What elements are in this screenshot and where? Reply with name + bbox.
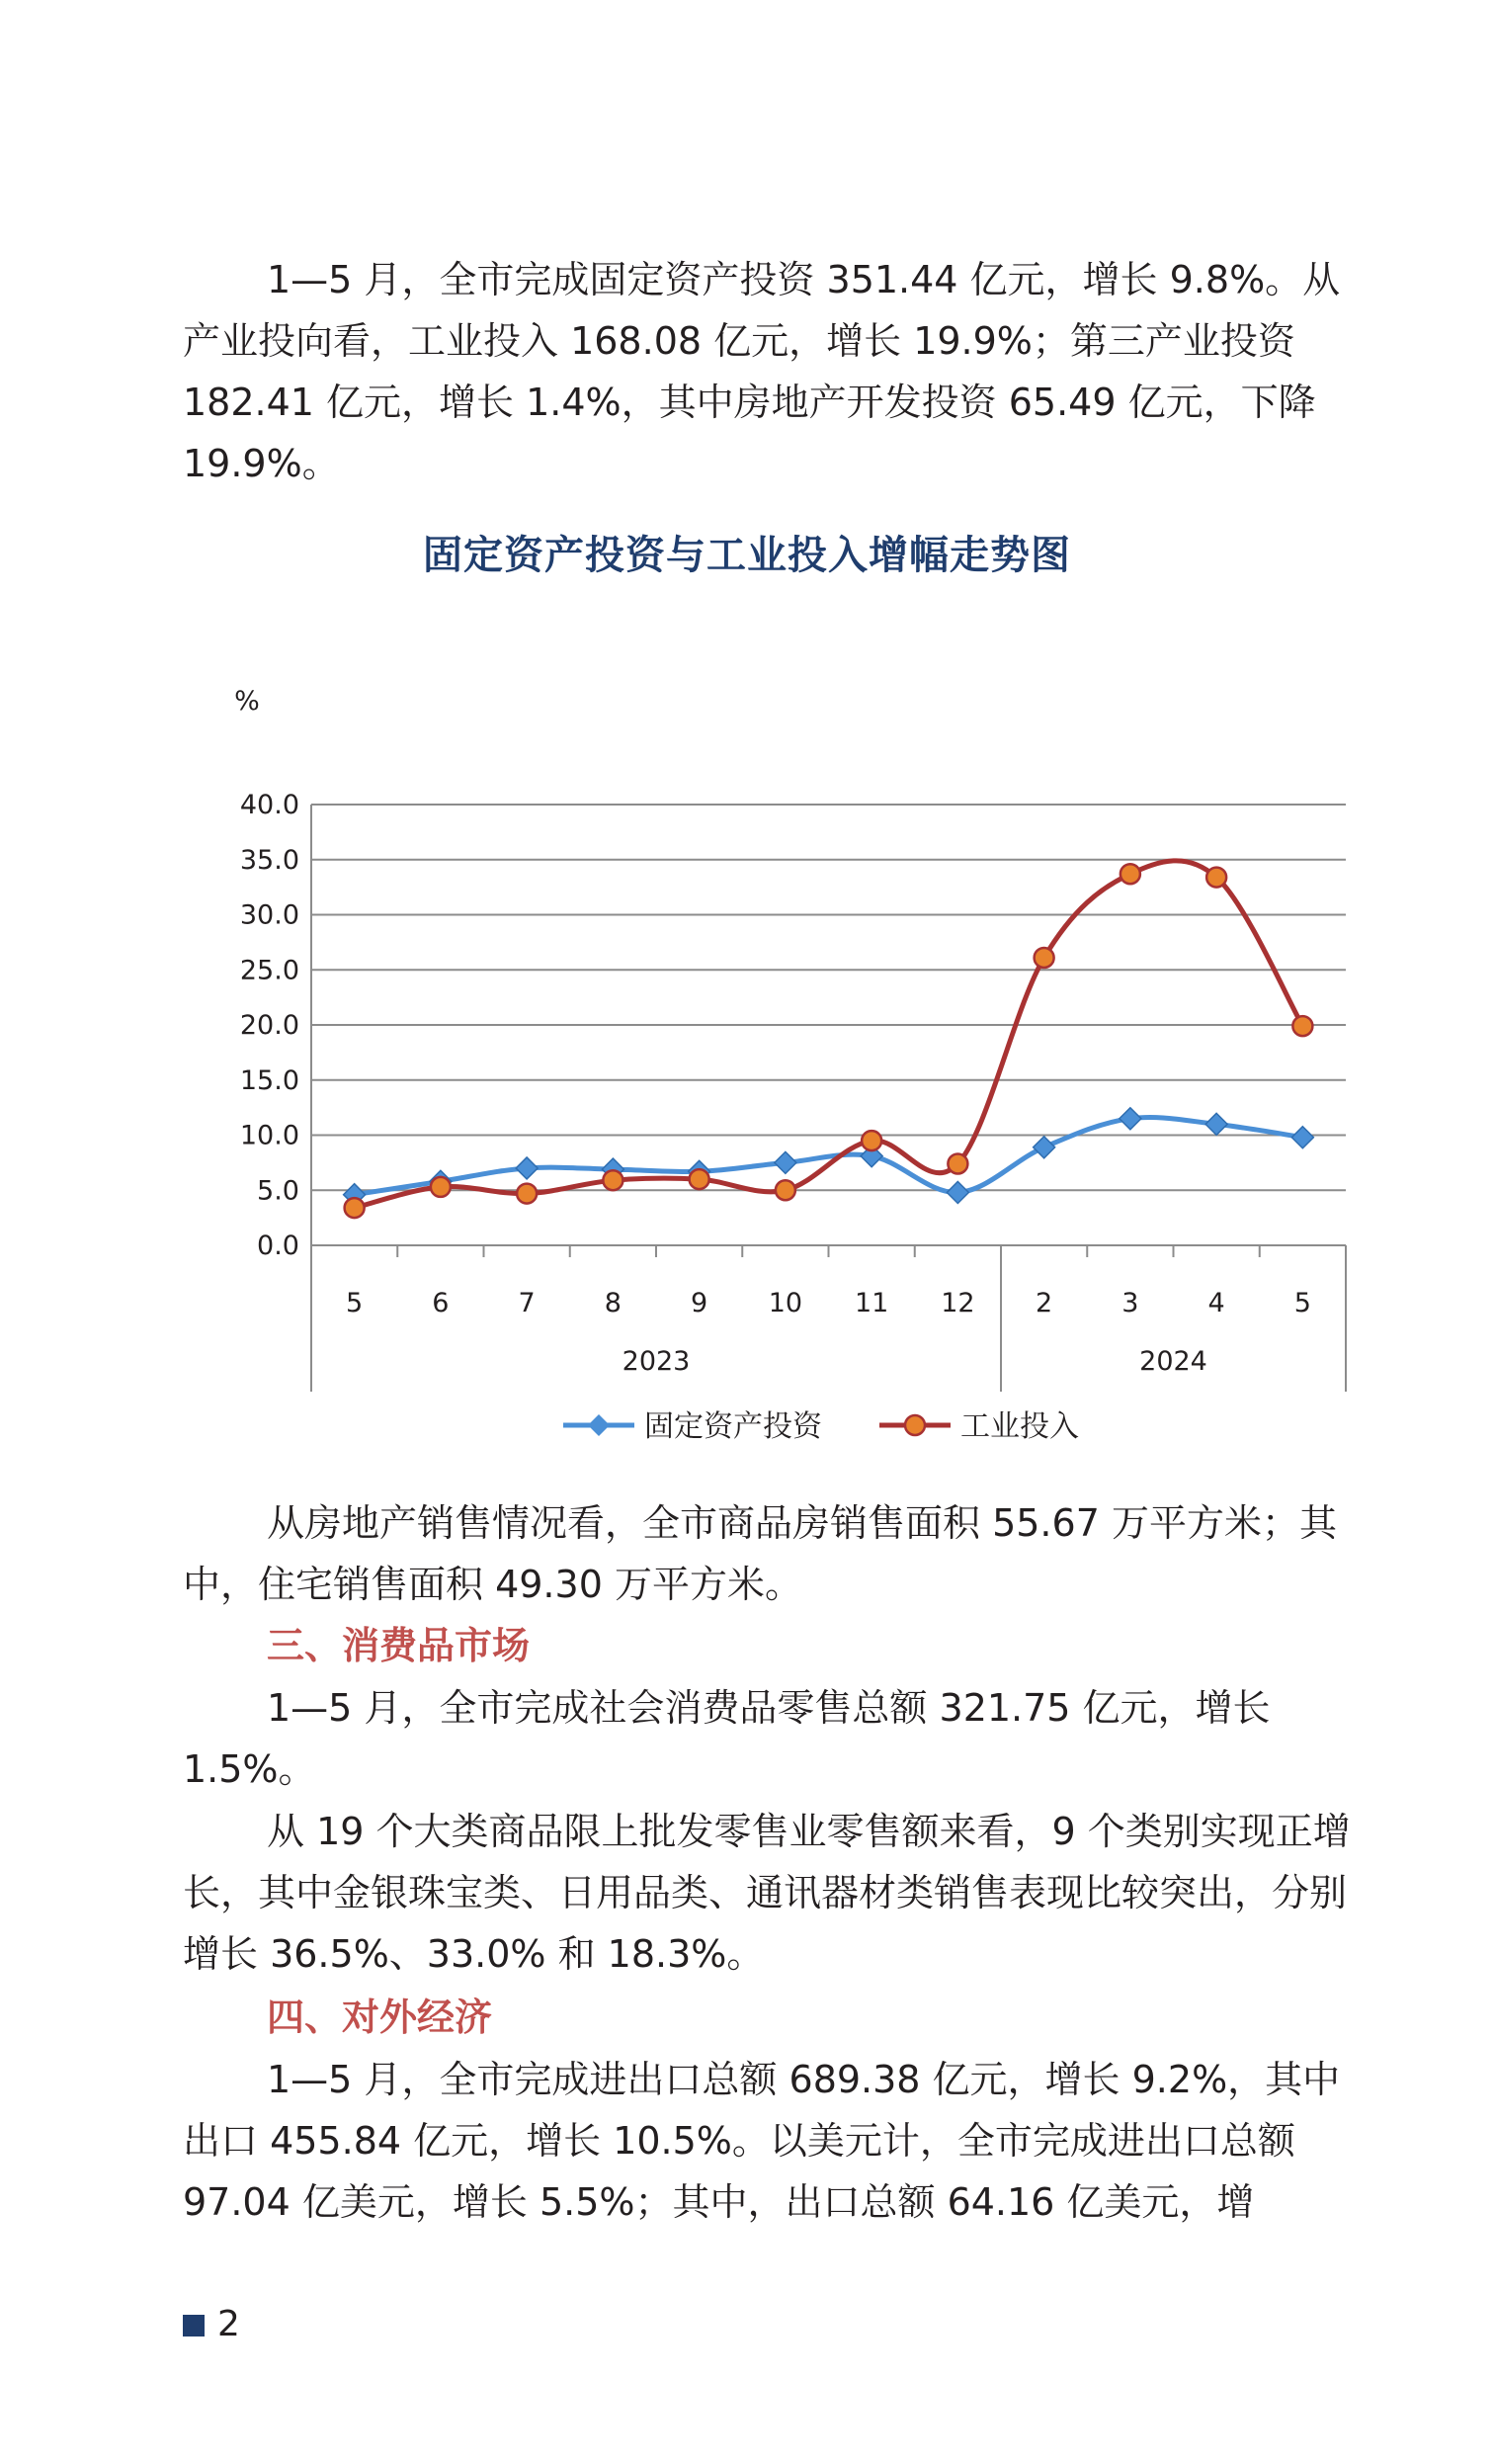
y-tick-label: 10.0 bbox=[239, 1120, 299, 1151]
x-tick-label: 9 bbox=[691, 1288, 708, 1318]
data-point-marker bbox=[516, 1157, 538, 1179]
x-tick-label: 11 bbox=[854, 1288, 889, 1318]
paragraph-real-estate-sales: 从房地产销售情况看，全市商品房销售面积 55.67 万平方米；其中，住宅销售面积 49.30 万平方米。 bbox=[183, 1501, 1337, 1606]
paragraph-fixed-asset-investment: 1—5 月，全市完成固定资产投资 351.44 亿元，增长 9.8%。从产业投向看，工业投入 168.08 亿元，增长 19.9%；第三产业投资 182.41 亿元，增长 1.4%，其中房地产开发投资 65.49 亿元，下降 19.9%。 bbox=[183, 258, 1341, 485]
x-tick-label: 10 bbox=[768, 1288, 803, 1318]
data-point-marker bbox=[1120, 1108, 1141, 1130]
y-tick-label: 25.0 bbox=[239, 955, 299, 986]
data-point-marker bbox=[690, 1169, 709, 1189]
data-point-marker bbox=[775, 1151, 796, 1173]
data-point-marker bbox=[947, 1181, 968, 1203]
series-line bbox=[355, 1118, 1303, 1195]
x-tick-label: 12 bbox=[941, 1288, 975, 1318]
y-tick-label: 40.0 bbox=[239, 790, 299, 820]
legend-label: 固定资产投资 bbox=[644, 1409, 822, 1444]
data-point-marker bbox=[1291, 1127, 1313, 1148]
chart-title: 固定资产投资与工业投入增幅走势图 bbox=[423, 533, 1071, 578]
data-point-marker bbox=[345, 1198, 365, 1218]
data-point-marker bbox=[1120, 864, 1140, 884]
legend-label: 工业投入 bbox=[960, 1409, 1079, 1444]
y-tick-label: 30.0 bbox=[239, 899, 299, 931]
data-point-marker bbox=[776, 1180, 795, 1200]
data-point-marker bbox=[1205, 1113, 1227, 1135]
x-group-label: 2023 bbox=[622, 1346, 691, 1377]
paragraph-retail-categories: 从 19 个大类商品限上批发零售业零售额来看，9 个类别实现正增长，其中金银珠宝类、日用品类、通讯器材类销售表现比较突出，分别增长 36.5%、33.0% 和 18.3%。 bbox=[183, 1810, 1351, 1976]
x-group-label: 2024 bbox=[1139, 1346, 1207, 1377]
data-point-marker bbox=[431, 1177, 451, 1197]
data-point-marker bbox=[1035, 948, 1054, 968]
data-point-marker bbox=[1034, 1137, 1055, 1158]
x-tick-label: 3 bbox=[1121, 1288, 1139, 1318]
y-axis-unit-label: % bbox=[234, 686, 260, 717]
paragraph-import-export: 1—5 月，全市完成进出口总额 689.38 亿元，增长 9.2%，其中出口 455.84 亿元，增长 10.5%。以美元计，全市完成进出口总额 97.04 亿美元，增长 5.5%；其中，出口总额 64.16 亿美元，增 bbox=[183, 2058, 1341, 2224]
data-point-marker bbox=[862, 1131, 881, 1150]
x-tick-label: 7 bbox=[518, 1288, 536, 1318]
x-tick-label: 2 bbox=[1036, 1288, 1053, 1318]
x-tick-label: 5 bbox=[1293, 1288, 1311, 1318]
y-tick-label: 15.0 bbox=[239, 1064, 299, 1096]
footer-square-mark bbox=[183, 2315, 205, 2337]
y-tick-label: 5.0 bbox=[257, 1175, 299, 1207]
data-point-marker bbox=[1206, 868, 1226, 888]
legend-swatch-marker bbox=[905, 1415, 925, 1435]
x-tick-label: 8 bbox=[604, 1288, 622, 1318]
data-point-marker bbox=[517, 1184, 537, 1204]
x-tick-label: 6 bbox=[432, 1288, 450, 1318]
paragraph-retail-sales: 1—5 月，全市完成社会消费品零售总额 321.75 亿元，增长 1.5%。 bbox=[183, 1686, 1271, 1791]
y-tick-label: 0.0 bbox=[257, 1231, 299, 1261]
y-tick-label: 35.0 bbox=[239, 844, 299, 876]
section-heading-foreign-economy: 四、对外经济 bbox=[267, 1996, 493, 2039]
data-point-marker bbox=[948, 1153, 967, 1173]
x-tick-label: 5 bbox=[346, 1288, 364, 1318]
data-point-marker bbox=[1292, 1016, 1312, 1036]
page-number: 2 bbox=[217, 2304, 240, 2344]
x-tick-label: 4 bbox=[1207, 1288, 1225, 1318]
section-heading-consumer-market: 三、消费品市场 bbox=[267, 1624, 531, 1667]
y-tick-label: 20.0 bbox=[239, 1010, 299, 1041]
data-point-marker bbox=[603, 1170, 622, 1190]
legend-swatch-marker bbox=[588, 1414, 610, 1436]
